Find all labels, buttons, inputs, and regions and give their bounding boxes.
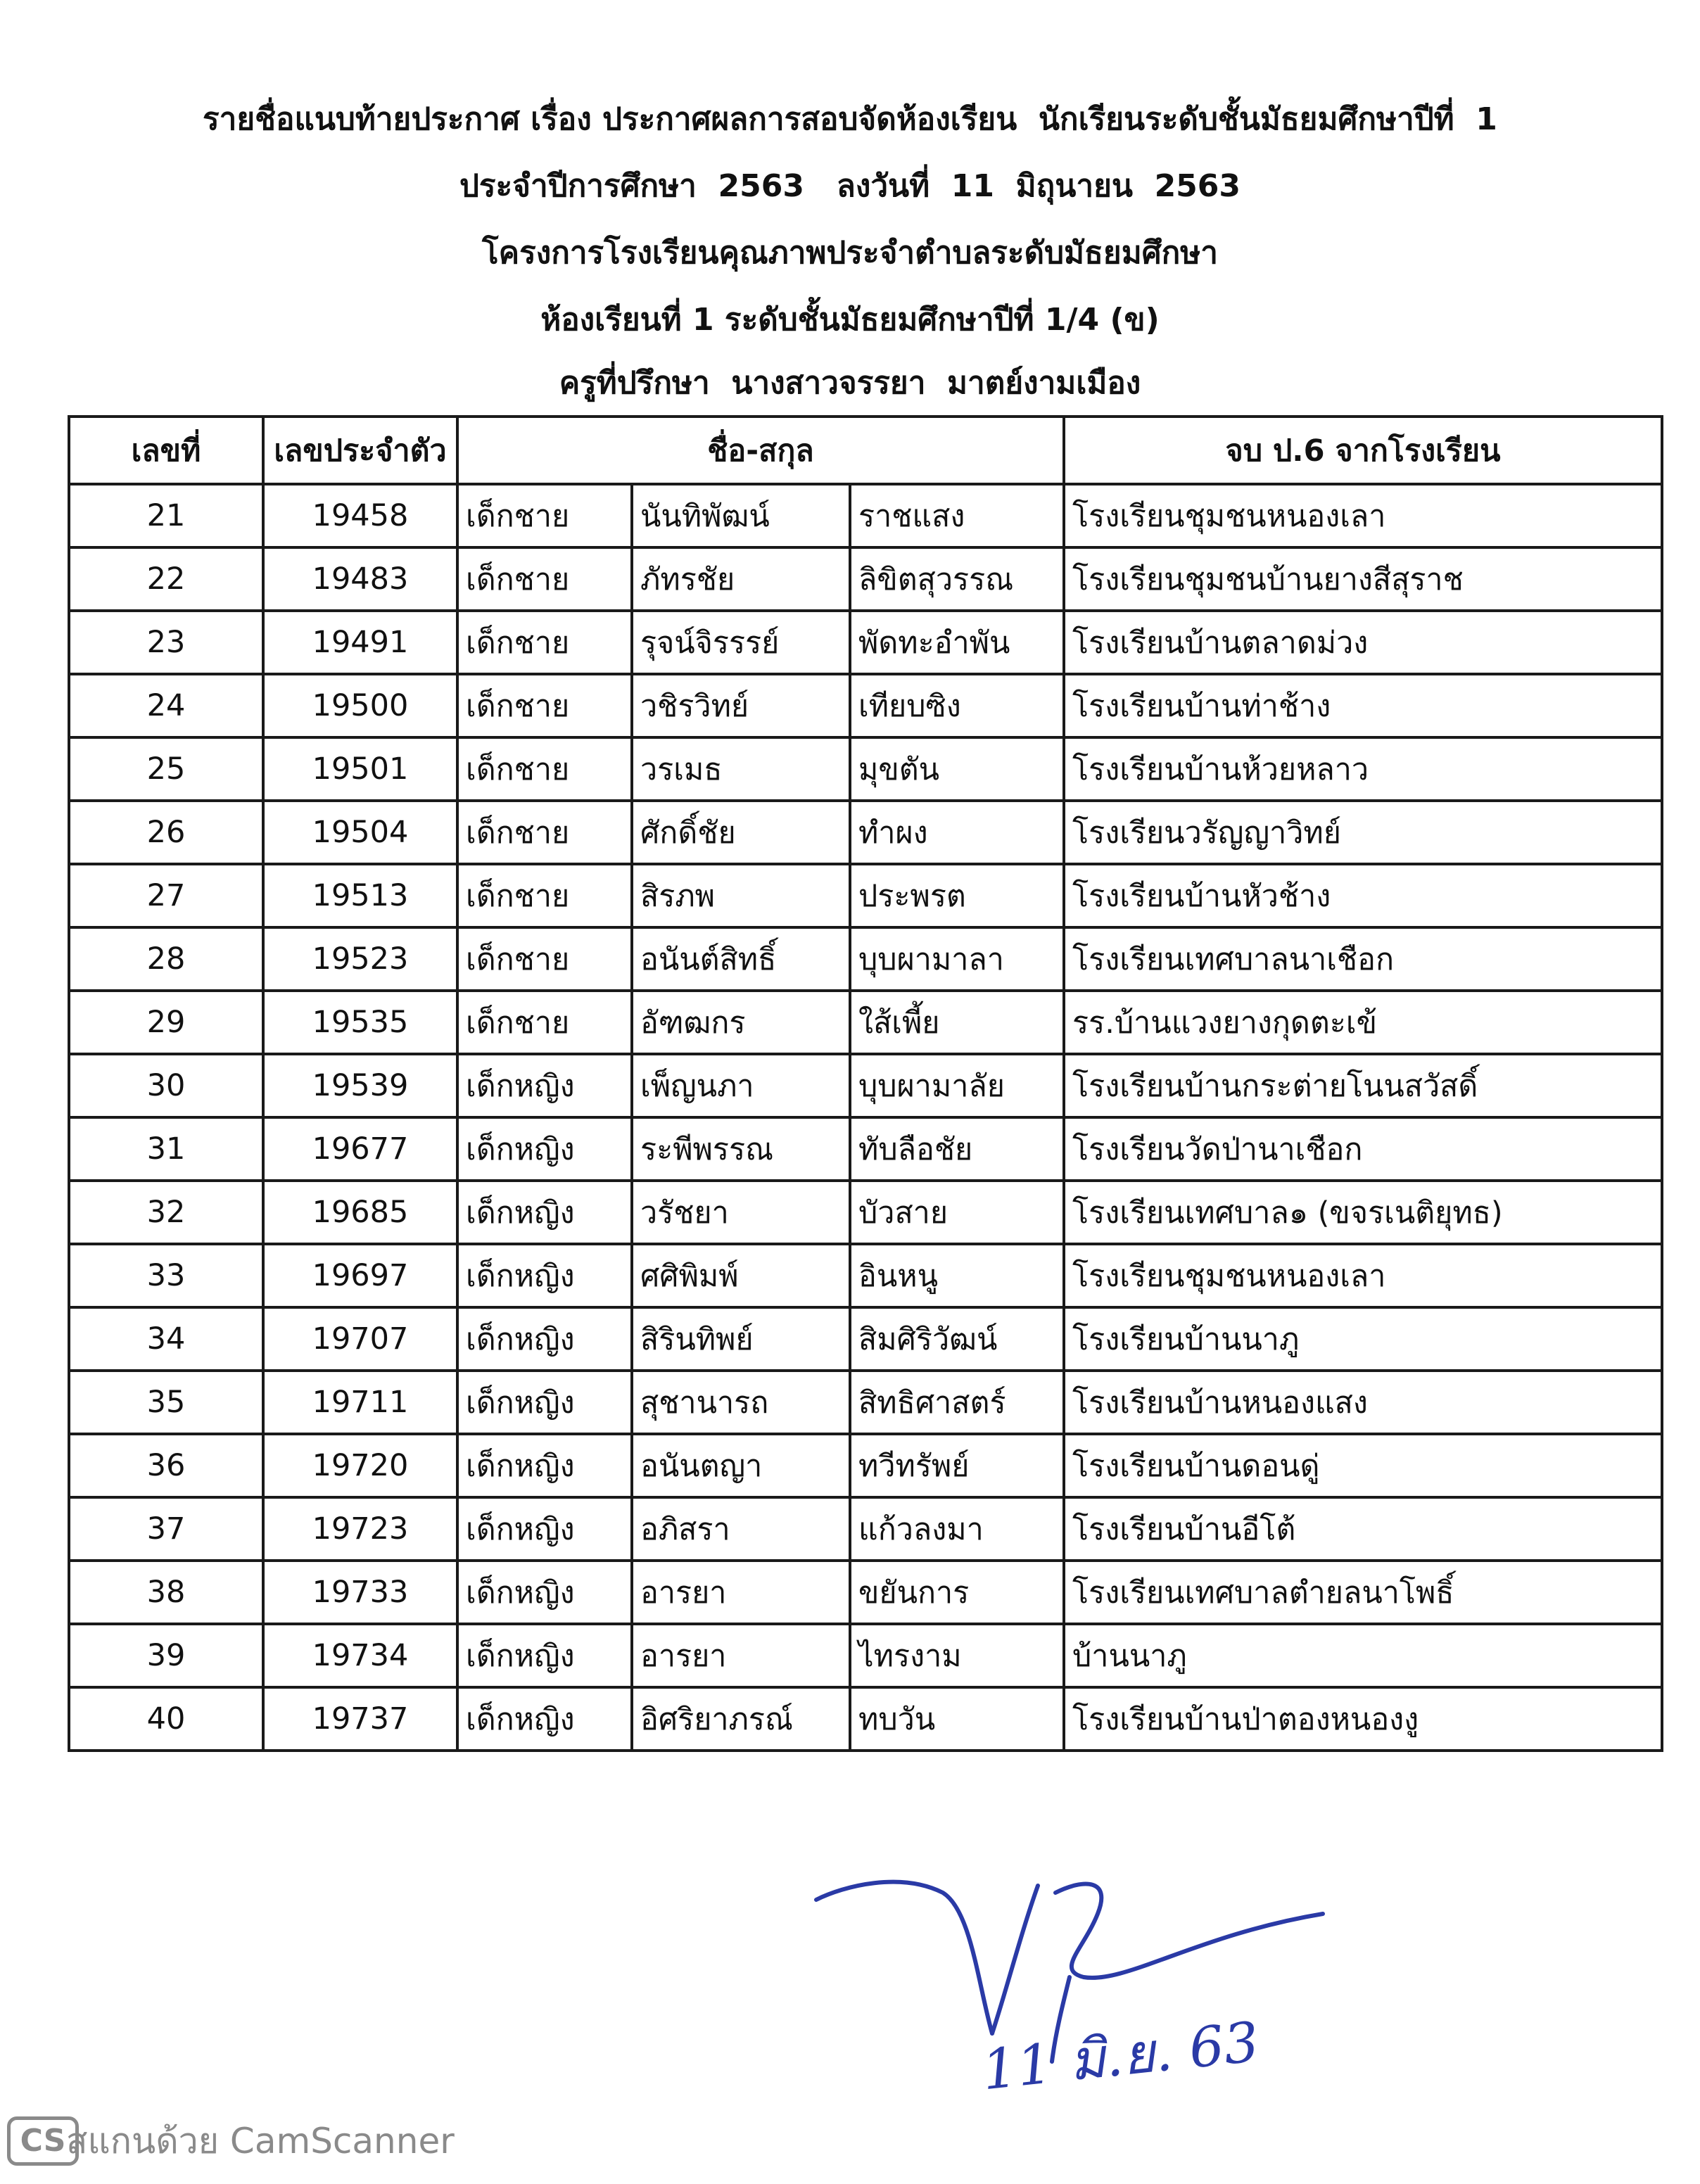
header-full-name: ชื่อ-สกุล	[457, 417, 1064, 484]
header-student-id: เลขประจำตัว	[263, 417, 457, 484]
student-number: 40	[69, 1687, 263, 1751]
student-first-name: สุชานารถ	[632, 1371, 850, 1434]
student-first-name: นันทิพัฒน์	[632, 484, 850, 547]
table-row	[69, 737, 1662, 801]
previous-school: โรงเรียนบ้านหัวช้าง	[1064, 864, 1662, 927]
previous-school: โรงเรียนชุมชนหนองเลา	[1064, 484, 1662, 547]
student-prefix: เด็กชาย	[457, 611, 632, 674]
student-last-name: ทวีทรัพย์	[850, 1434, 1064, 1497]
student-first-name: อนันต์สิทธิ์	[632, 927, 850, 991]
previous-school: โรงเรียนบ้านดอนดู่	[1064, 1434, 1662, 1497]
student-first-name: อารยา	[632, 1624, 850, 1687]
previous-school: โรงเรียนบ้านนาภู	[1064, 1307, 1662, 1371]
student-id: 19685	[263, 1181, 457, 1244]
table-row	[69, 991, 1662, 1054]
student-id: 19501	[263, 737, 457, 801]
student-number: 36	[69, 1434, 263, 1497]
student-first-name: ศักดิ์ชัย	[632, 801, 850, 864]
student-first-name: อภิสรา	[632, 1497, 850, 1561]
signature-date: 11 มิ.ย. 63	[979, 2010, 1262, 2103]
student-last-name: ทำผง	[850, 801, 1064, 864]
student-prefix: เด็กหญิง	[457, 1687, 632, 1751]
table-row	[69, 1181, 1662, 1244]
table-row	[69, 674, 1662, 737]
student-last-name: บัวสาย	[850, 1181, 1064, 1244]
header-advisor: ครูที่ปรึกษา นางสาวจรรยา มาตย์งามเมือง	[559, 365, 1141, 401]
table-row	[69, 1434, 1662, 1497]
student-prefix: เด็กชาย	[457, 547, 632, 611]
header-title: รายชื่อแนบท้ายประกาศ เรื่อง ประกาศผลการสอบจัดห้องเรียน นักเรียนระดับชั้นมัธยมศึกษาปีที่ 1	[203, 101, 1497, 137]
student-prefix: เด็กชาย	[457, 927, 632, 991]
student-number: 27	[69, 864, 263, 927]
table-row	[69, 1371, 1662, 1434]
student-number: 26	[69, 801, 263, 864]
table-row	[69, 1687, 1662, 1751]
student-last-name: ใส้เพี้ย	[850, 991, 1064, 1054]
student-last-name: พัดทะอำพัน	[850, 611, 1064, 674]
student-number: 30	[69, 1054, 263, 1117]
student-prefix: เด็กชาย	[457, 674, 632, 737]
student-prefix: เด็กหญิง	[457, 1561, 632, 1624]
student-id: 19677	[263, 1117, 457, 1181]
student-first-name: วรเมธ	[632, 737, 850, 801]
camscanner-logo-icon: CS	[7, 2116, 79, 2166]
student-number: 39	[69, 1624, 263, 1687]
student-id: 19500	[263, 674, 457, 737]
student-id: 19723	[263, 1497, 457, 1561]
student-id: 19734	[263, 1624, 457, 1687]
previous-school: โรงเรียนบ้านหนองแสง	[1064, 1371, 1662, 1434]
student-prefix: เด็กหญิง	[457, 1497, 632, 1561]
table-row	[69, 547, 1662, 611]
student-prefix: เด็กหญิง	[457, 1054, 632, 1117]
previous-school: โรงเรียนเทศบาลนาเชือก	[1064, 927, 1662, 991]
header-previous-school: จบ ป.6 จากโรงเรียน	[1064, 417, 1662, 484]
previous-school: บ้านนาภู	[1064, 1624, 1662, 1687]
student-first-name: ระพีพรรณ	[632, 1117, 850, 1181]
student-number: 29	[69, 991, 263, 1054]
table-body	[69, 484, 1662, 1751]
student-id: 19504	[263, 801, 457, 864]
previous-school: รร.บ้านแวงยางกุดตะเข้	[1064, 991, 1662, 1054]
student-last-name: มุขตัน	[850, 737, 1064, 801]
watermark-text: สแกนด้วย CamScanner	[66, 2120, 455, 2161]
student-prefix: เด็กหญิง	[457, 1624, 632, 1687]
student-prefix: เด็กชาย	[457, 991, 632, 1054]
student-id: 19737	[263, 1687, 457, 1751]
table-row	[69, 484, 1662, 547]
header-academic-year: ประจำปีการศึกษา 2563 ลงวันที่ 11 มิถุนายน 2563	[459, 168, 1241, 204]
student-prefix: เด็กหญิง	[457, 1244, 632, 1307]
student-last-name: สิมศิริวัฒน์	[850, 1307, 1064, 1371]
student-last-name: อินหนู	[850, 1244, 1064, 1307]
student-prefix: เด็กชาย	[457, 484, 632, 547]
student-roster-table	[68, 415, 1663, 1752]
student-id: 19535	[263, 991, 457, 1054]
student-number: 33	[69, 1244, 263, 1307]
student-id: 19523	[263, 927, 457, 991]
student-id: 19707	[263, 1307, 457, 1371]
previous-school: โรงเรียนบ้านห้วยหลาว	[1064, 737, 1662, 801]
student-prefix: เด็กชาย	[457, 737, 632, 801]
student-id: 19711	[263, 1371, 457, 1434]
student-id: 19483	[263, 547, 457, 611]
student-first-name: อนันตญา	[632, 1434, 850, 1497]
student-first-name: สิรินทิพย์	[632, 1307, 850, 1371]
student-id: 19539	[263, 1054, 457, 1117]
student-first-name: สิรภพ	[632, 864, 850, 927]
student-id: 19458	[263, 484, 457, 547]
student-number: 35	[69, 1371, 263, 1434]
student-prefix: เด็กชาย	[457, 801, 632, 864]
student-last-name: บุบผามาลัย	[850, 1054, 1064, 1117]
student-last-name: ไทรงาม	[850, 1624, 1064, 1687]
student-prefix: เด็กหญิง	[457, 1181, 632, 1244]
student-last-name: ประพรต	[850, 864, 1064, 927]
previous-school: โรงเรียนบ้านท่าช้าง	[1064, 674, 1662, 737]
student-first-name: อารยา	[632, 1561, 850, 1624]
previous-school: โรงเรียนเทศบาลตำยลนาโพธิ์	[1064, 1561, 1662, 1624]
previous-school: โรงเรียนชุมชนบ้านยางสีสุราช	[1064, 547, 1662, 611]
table-row	[69, 1117, 1662, 1181]
student-number: 24	[69, 674, 263, 737]
student-first-name: ภัทรชัย	[632, 547, 850, 611]
student-last-name: ทับลือชัย	[850, 1117, 1064, 1181]
header-number: เลขที่	[69, 417, 263, 484]
header-project: โครงการโรงเรียนคุณภาพประจำตำบลระดับมัธยมศึกษา	[482, 235, 1218, 271]
student-id: 19733	[263, 1561, 457, 1624]
student-last-name: แก้วลงมา	[850, 1497, 1064, 1561]
student-first-name: อัฑฒกร	[632, 991, 850, 1054]
student-last-name: ทบวัน	[850, 1687, 1064, 1751]
student-first-name: ศศิพิมพ์	[632, 1244, 850, 1307]
camscanner-watermark	[7, 2116, 455, 2166]
student-prefix: เด็กหญิง	[457, 1371, 632, 1434]
student-prefix: เด็กชาย	[457, 864, 632, 927]
student-number: 37	[69, 1497, 263, 1561]
student-last-name: สิทธิศาสตร์	[850, 1371, 1064, 1434]
student-first-name: วชิรวิทย์	[632, 674, 850, 737]
student-first-name: เพ็ญนภา	[632, 1054, 850, 1117]
student-number: 28	[69, 927, 263, 991]
table-row	[69, 864, 1662, 927]
student-prefix: เด็กหญิง	[457, 1117, 632, 1181]
table-row	[69, 1307, 1662, 1371]
header-classroom: ห้องเรียนที่ 1 ระดับชั้นมัธยมศึกษาปีที่ 1/4 (ข)	[540, 302, 1160, 338]
table-row	[69, 927, 1662, 991]
previous-school: โรงเรียนบ้านตลาดม่วง	[1064, 611, 1662, 674]
previous-school: โรงเรียนวัดป่านาเชือก	[1064, 1117, 1662, 1181]
student-last-name: บุบผามาลา	[850, 927, 1064, 991]
student-id: 19720	[263, 1434, 457, 1497]
student-first-name: อิศริยาภรณ์	[632, 1687, 850, 1751]
table-row	[69, 1497, 1662, 1561]
previous-school: โรงเรียนบ้านป่าตองหนองงู	[1064, 1687, 1662, 1751]
table-header-row	[69, 417, 1662, 484]
student-number: 25	[69, 737, 263, 801]
student-last-name: ราชแสง	[850, 484, 1064, 547]
student-number: 32	[69, 1181, 263, 1244]
student-last-name: ขยันการ	[850, 1561, 1064, 1624]
table-row	[69, 611, 1662, 674]
previous-school: โรงเรียนชุมชนหนองเลา	[1064, 1244, 1662, 1307]
student-number: 22	[69, 547, 263, 611]
previous-school: โรงเรียนวรัญญาวิทย์	[1064, 801, 1662, 864]
table-row	[69, 1054, 1662, 1117]
student-number: 21	[69, 484, 263, 547]
student-number: 38	[69, 1561, 263, 1624]
previous-school: โรงเรียนบ้านกระต่ายโนนสวัสดิ์	[1064, 1054, 1662, 1117]
table-row	[69, 1561, 1662, 1624]
table-row	[69, 1244, 1662, 1307]
student-id: 19513	[263, 864, 457, 927]
student-last-name: ลิขิตสุวรรณ	[850, 547, 1064, 611]
student-number: 23	[69, 611, 263, 674]
student-number: 34	[69, 1307, 263, 1371]
student-id: 19697	[263, 1244, 457, 1307]
student-last-name: เทียบซิง	[850, 674, 1064, 737]
student-first-name: รุจน์จิรรรย์	[632, 611, 850, 674]
previous-school: โรงเรียนเทศบาล๑ (ขจรเนติยุทธ)	[1064, 1181, 1662, 1244]
student-prefix: เด็กหญิง	[457, 1434, 632, 1497]
student-number: 31	[69, 1117, 263, 1181]
previous-school: โรงเรียนบ้านอีโต้	[1064, 1497, 1662, 1561]
student-prefix: เด็กหญิง	[457, 1307, 632, 1371]
table-row	[69, 801, 1662, 864]
student-first-name: วรัชยา	[632, 1181, 850, 1244]
student-id: 19491	[263, 611, 457, 674]
table-row	[69, 1624, 1662, 1687]
